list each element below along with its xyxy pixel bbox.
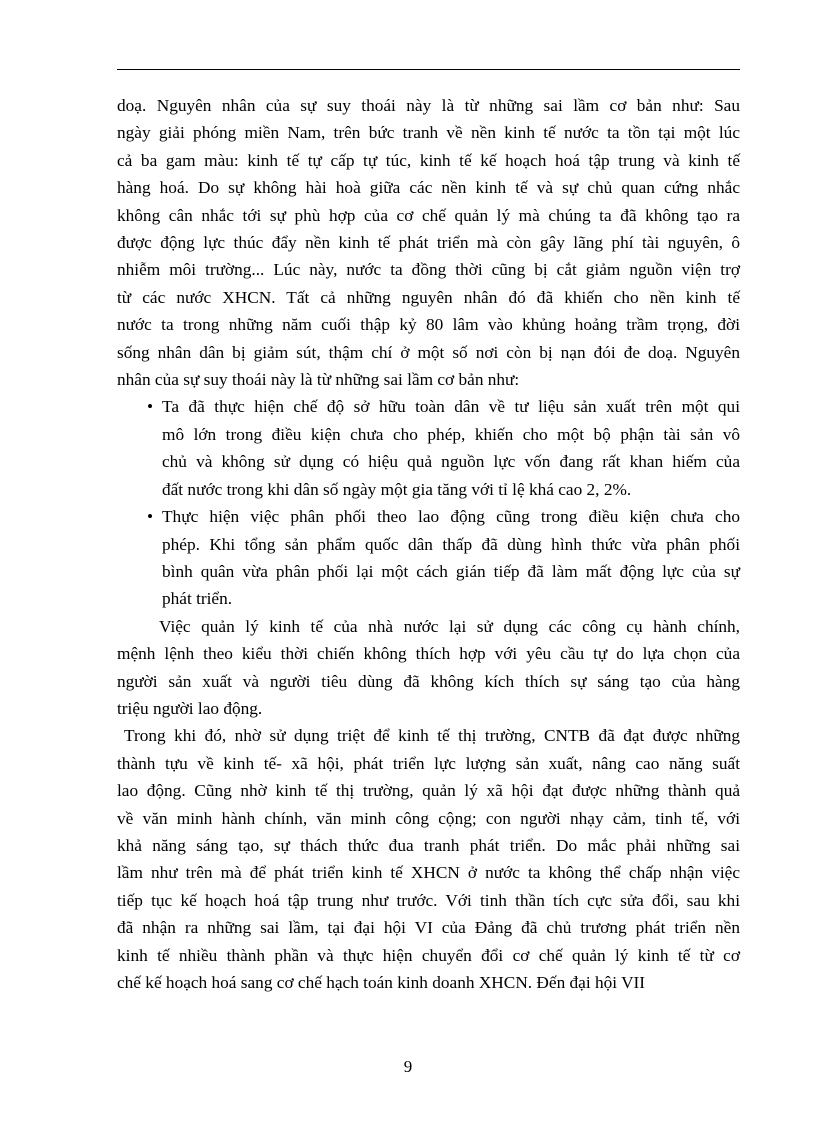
text-line: mệnh lệnh theo kiểu thời chiến không thích hợp với yêu cầu tự do lựa chọn của [117, 644, 740, 664]
bullet-icon: • [147, 397, 154, 417]
text-line: kinh tế nhiều thành phần và thực hiện chuyển đổi cơ chế quản lý kinh tế từ cơ [117, 945, 740, 965]
paragraph-1 [117, 92, 740, 393]
bullet-item-1 [117, 393, 740, 503]
text-line: người sản xuất và người tiêu dùng đã không kích thích sự sáng tạo của hàng [117, 671, 740, 691]
text-line: không cân nhắc tới sự phù hợp của cơ chế quản lý mà chúng ta đã không tạo ra [117, 205, 740, 225]
text-line: đất nước trong khi dân số ngày một gia tăng với tỉ lệ khá cao 2, 2%. [162, 479, 632, 499]
text-line: lao động. Cũng nhờ kinh tế thị trường, quản lý xã hội đạt được những thành quả [117, 781, 740, 801]
text-line: Thực hiện việc phân phối theo lao động cũng trong điều kiện chưa cho [162, 507, 740, 527]
text-line: đã nhận ra những sai lầm, tại đại hội VI của Đảng đã chủ trương phát triển nền [117, 918, 740, 938]
text-line: mô lớn trong điều kiện chưa cho phép, khiến cho một bộ phận tài sản vô [162, 424, 740, 444]
text-line: nhiễm môi trường... Lúc này, nước ta đồng thời cũng bị cắt giảm nguồn viện trợ [117, 260, 740, 280]
text-line: nước ta trong những năm cuối thập kỷ 80 lâm vào khủng hoảng trầm trọng, đời [117, 315, 740, 335]
paragraph-2 [117, 613, 740, 723]
text-line: được động lực thúc đẩy nền kinh tế phát triển mà còn gây lãng phí tài nguyên, ô [117, 233, 740, 253]
page-number: 9 [403, 1057, 413, 1076]
body-text [117, 92, 740, 996]
text-line: chủ và không sử dụng có hiệu quả nguồn lực vốn đang rất khan hiếm của [162, 452, 740, 472]
text-line: thành tựu về kinh tế- xã hội, phát triển lực lượng sản xuất, nâng cao năng suất [117, 753, 740, 773]
text-line: Ta đã thực hiện chế độ sở hữu toàn dân về tư liệu sản xuất trên một qui [162, 397, 740, 417]
text-line: triệu người lao động. [117, 698, 263, 718]
text-line: lầm như trên mà để phát triển kinh tế XHCN ở nước ta không thể chấp nhận việc [117, 863, 740, 883]
header-rule [117, 69, 740, 70]
text-line: Việc quản lý kinh tế của nhà nước lại sử dụng các công cụ hành chính, [159, 616, 740, 636]
text-line: về văn minh hành chính, văn minh công cộng; con người nhạy cảm, tinh tế, với [117, 808, 740, 828]
text-line: chế kế hoạch hoá sang cơ chế hạch toán kinh doanh XHCN. Đến đại hội VII [117, 973, 646, 992]
bullet-icon: • [147, 507, 154, 527]
paragraph-3 [117, 722, 740, 996]
text-line: cả ba gam màu: kinh tế tự cấp tự túc, kinh tế kế hoạch hoá tập trung và kinh tế [117, 150, 740, 170]
text-line: khả năng sáng tạo, sự thách thức đua tranh phát triển. Do mắc phải những sai [117, 835, 740, 855]
text-line: từ các nước XHCN. Tất cả những nguyên nhân đó đã khiến cho nền kinh tế [117, 287, 740, 307]
text-line: sống nhân dân bị giảm sút, thậm chí ở một số nơi còn bị nạn đói đe doạ. Nguyên [117, 342, 740, 362]
text-line: phép. Khi tổng sản phẩm quốc dân thấp đã dùng hình thức vừa phân phối [162, 534, 740, 554]
text-line: phát triển. [162, 589, 233, 609]
text-line: Trong khi đó, nhờ sử dụng triệt để kinh tế thị trường, CNTB đã đạt được những [124, 726, 740, 746]
text-line: bình quân vừa phân phối lại một cách gián tiếp đã làm mất động lực của sự [162, 561, 740, 581]
text-line: nhân của sự suy thoái này là từ những sai lầm cơ bản như: [117, 370, 520, 390]
text-line: tiếp tục kế hoạch hoá tập trung như trước. Với tinh thần tích cực sửa đổi, sau khi [117, 890, 740, 910]
text-line: hàng hoá. Do sự không hài hoà giữa các nền kinh tế và sự chủ quan cứng nhắc [117, 178, 740, 198]
text-line: ngày giải phóng miền Nam, trên bức tranh về nền kinh tế nước ta tồn tại một lúc [117, 123, 740, 143]
text-line: doạ. Nguyên nhân của sự suy thoái này là từ những sai lầm cơ bản như: Sau [117, 96, 740, 115]
bullet-item-2 [117, 503, 740, 613]
